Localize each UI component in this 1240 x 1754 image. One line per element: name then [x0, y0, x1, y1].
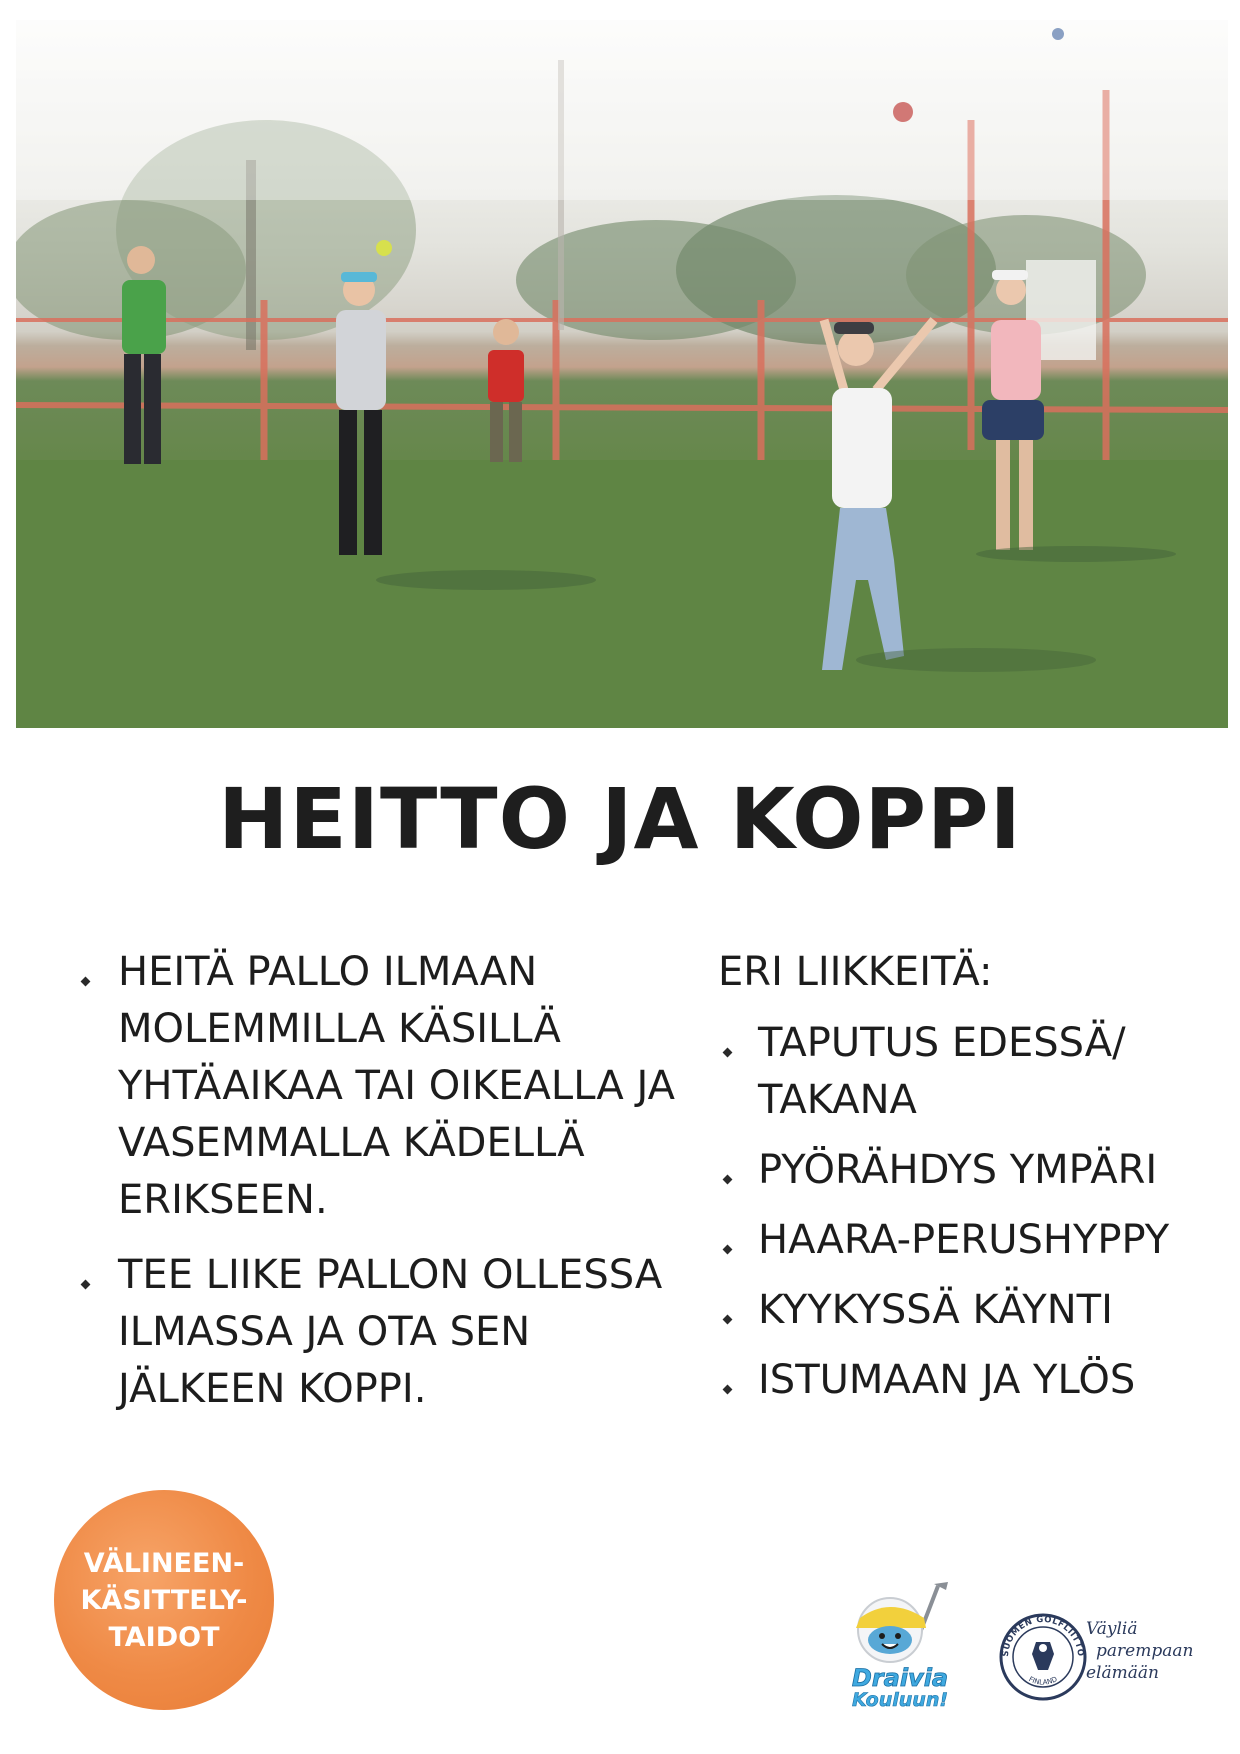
golf-seal-icon: [998, 1612, 1088, 1702]
badge-line: TAIDOT: [108, 1621, 220, 1653]
instructions-list: [76, 944, 676, 1418]
shadow: [856, 648, 1096, 672]
list-item: [76, 944, 676, 1229]
badge-line: VÄLINEEN-: [83, 1547, 245, 1579]
list-item-text: ISTUMAAN JA YLÖS: [758, 1357, 1136, 1403]
bullet-icon: [723, 1245, 733, 1255]
bullet-icon: [81, 1280, 91, 1290]
list-item: [718, 1352, 1218, 1409]
list-item-text: TAPUTUS EDESSÄ/ TAKANA: [758, 1020, 1126, 1123]
badge-line: KÄSITTELY-: [80, 1584, 248, 1616]
draivia-logo: [826, 1578, 974, 1710]
hero-photo: [16, 20, 1228, 728]
page-title: HEITTO JA KOPPI: [218, 770, 1022, 868]
bullet-icon: [723, 1385, 733, 1395]
draivia-wordmark: Draivia: [851, 1664, 949, 1692]
slogan: [1086, 1618, 1206, 1684]
list-item: [718, 1282, 1218, 1339]
photo-scene: [16, 20, 1228, 728]
list-item: [718, 1212, 1218, 1269]
instructions-column: [76, 944, 676, 1436]
slogan-line: parempaan: [1096, 1641, 1194, 1661]
child-red-shirt: [488, 319, 524, 462]
ball-yellow: [376, 240, 392, 256]
list-item: [76, 1247, 676, 1418]
movements-heading: ERI LIIKKEITÄ:: [718, 949, 993, 995]
sky-haze: [16, 20, 1228, 200]
slogan-line: Väyliä: [1086, 1619, 1138, 1639]
list-item: [718, 1015, 1218, 1129]
list-item-text: HEITÄ PALLO ILMAAN MOLEMMILLA KÄSILLÄ YHTÄAIKAA TAI OIKEALLA JA VASEMMALLA KÄDELLÄ ERIKSEEN.: [118, 949, 675, 1223]
list-item: [718, 1142, 1218, 1199]
category-badge: [54, 1490, 274, 1710]
bullet-icon: [723, 1315, 733, 1325]
slogan-line: elämään: [1086, 1663, 1159, 1683]
draivia-wordmark: Kouluun!: [851, 1689, 949, 1710]
list-item-text: TEE LIIKE PALLON OLLESSA ILMASSA JA OTA SEN JÄLKEEN KOPPI.: [118, 1252, 663, 1412]
golf-country-text: FINLAND: [1027, 1675, 1059, 1687]
bullet-icon: [81, 977, 91, 987]
shadow: [976, 546, 1176, 562]
list-item-text: KYYKYSSÄ KÄYNTI: [758, 1287, 1113, 1333]
list-item-text: PYÖRÄHDYS YMPÄRI: [758, 1147, 1158, 1193]
bullet-icon: [723, 1048, 733, 1058]
bullet-icon: [723, 1175, 733, 1185]
shadow: [376, 570, 596, 590]
golf-federation-logo: [998, 1612, 1088, 1702]
list-item-text: HAARA-PERUSHYPPY: [758, 1217, 1170, 1263]
golf-ring-text: SUOMEN GOLFLIITTO: [1000, 1614, 1086, 1658]
draivia-mascot-icon: [826, 1578, 974, 1710]
movements-list: [718, 1015, 1218, 1409]
movements-column: [718, 944, 1218, 1422]
grass-field: [16, 460, 1228, 728]
